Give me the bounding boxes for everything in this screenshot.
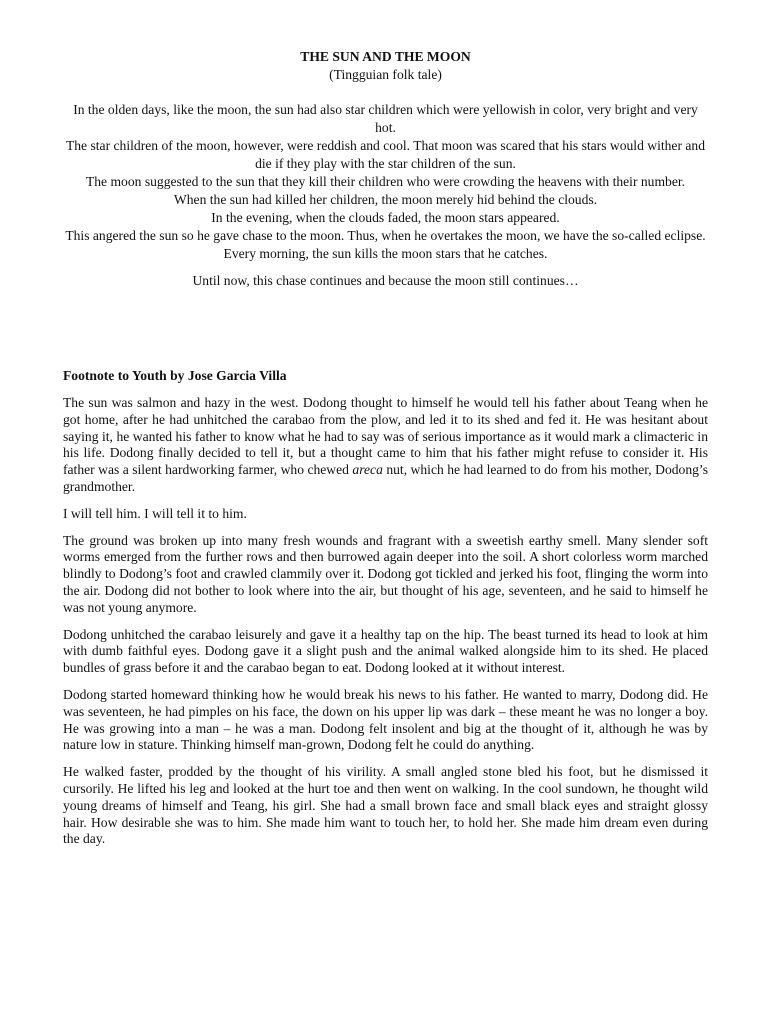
folk-tale-line: When the sun had killed her children, the moon merely hid behind the clouds. bbox=[173, 192, 598, 207]
folk-tale-line: Every morning, the sun kills the moon stars that he catches. bbox=[223, 246, 548, 261]
story-italic-word: areca bbox=[352, 462, 383, 478]
folk-tale-line: This angered the sun so he gave chase to the moon. Thus, when he overtakes the moon, we have the so-called eclipse. bbox=[65, 228, 706, 243]
story-text: The sun was salmon and hazy in the west. Dodong thought to himself he would tell his father about Teang when he got home, after he had unhitched the carabao from the plow, and led it to its shed and fed it. He was hesitant about saying it, he wanted his father to know what he had to say was of serious importance as it would mark a climacteric in his life. Dodong finally decided to tell it, but a thought came to him that his father might refuse to consider it. His father was a silent hardworking farmer, who chewed bbox=[63, 395, 708, 478]
story-paragraph: He walked faster, prodded by the thought of his virility. A small angled stone bled his foot, but he dismissed it cursorily. He lifted his leg and looked at the hurt toe and then went on walking. In the cool sundown, he thought wild young dreams of himself and Teang, his girl. She had a small brown face and small black eyes and straight glossy hair. How desirable she was to him. She made him want to touch her, to hold her. She made him dream even during the day. bbox=[63, 764, 708, 847]
folk-tale-body bbox=[63, 101, 708, 290]
story-text: nut, which he had learned to do from his mother, Dodong’s grandmother. bbox=[63, 462, 709, 494]
story-paragraph: I will tell him. I will tell it to him. bbox=[63, 505, 247, 521]
folk-tale-line: The star children of the moon, however, were reddish and cool. That moon was scared that his stars would wither and die if they play with the star children of the sun. bbox=[65, 138, 706, 171]
story-body bbox=[63, 395, 708, 848]
folk-tale-subtitle: (Tingguian folk tale) bbox=[329, 67, 442, 82]
folk-tale-line: In the evening, when the clouds faded, the moon stars appeared. bbox=[211, 210, 560, 225]
story-paragraph: Dodong started homeward thinking how he would break his news to his father. He wanted to marry, Dodong did. He was seventeen, he had pimples on his face, the down on his upper lip was dark – these meant he was no longer a boy. He was growing into a man – he was a man. Dodong felt insolent and big at the thought of it, although he was by nature low in stature. Thinking himself man-grown, Dodong felt he could do anything. bbox=[63, 686, 708, 753]
story-title: Footnote to Youth by Jose Garcia Villa bbox=[63, 368, 287, 383]
folk-tale-title: THE SUN AND THE MOON bbox=[300, 49, 471, 64]
folk-tale-section bbox=[63, 48, 708, 290]
story-paragraph: The ground was broken up into many fresh wounds and fragrant with a sweetish earthy smell. Many slender soft worms emerged from the further rows and then burrowed again deeper into the soil. A short colorless worm marched blindly to Dodong’s foot and crawled clammily over it. Dodong got tickled and jerked his foot, flinging the worm into the air. Dodong did not bother to look where into the air, but thought of his age, seventeen, and he said to himself he was not young anymore. bbox=[63, 532, 708, 615]
story-paragraph: Dodong unhitched the carabao leisurely and gave it a healthy tap on the hip. The beast turned its head to look at him with dumb faithful eyes. Dodong gave it a slight push and the animal walked alongside him to its shed. He placed bundles of grass before it and the carabao began to eat. Dodong looked at it without interest. bbox=[63, 626, 708, 676]
document-page bbox=[63, 46, 708, 858]
folk-tale-closing: Until now, this chase continues and because the moon still continues… bbox=[192, 273, 579, 288]
folk-tale-line: In the olden days, like the moon, the sun had also star children which were yellowish in color, very bright and very hot. bbox=[73, 102, 698, 135]
folk-tale-line: The moon suggested to the sun that they kill their children who were crowding the heavens with their number. bbox=[85, 174, 686, 189]
story-paragraph bbox=[63, 395, 708, 496]
